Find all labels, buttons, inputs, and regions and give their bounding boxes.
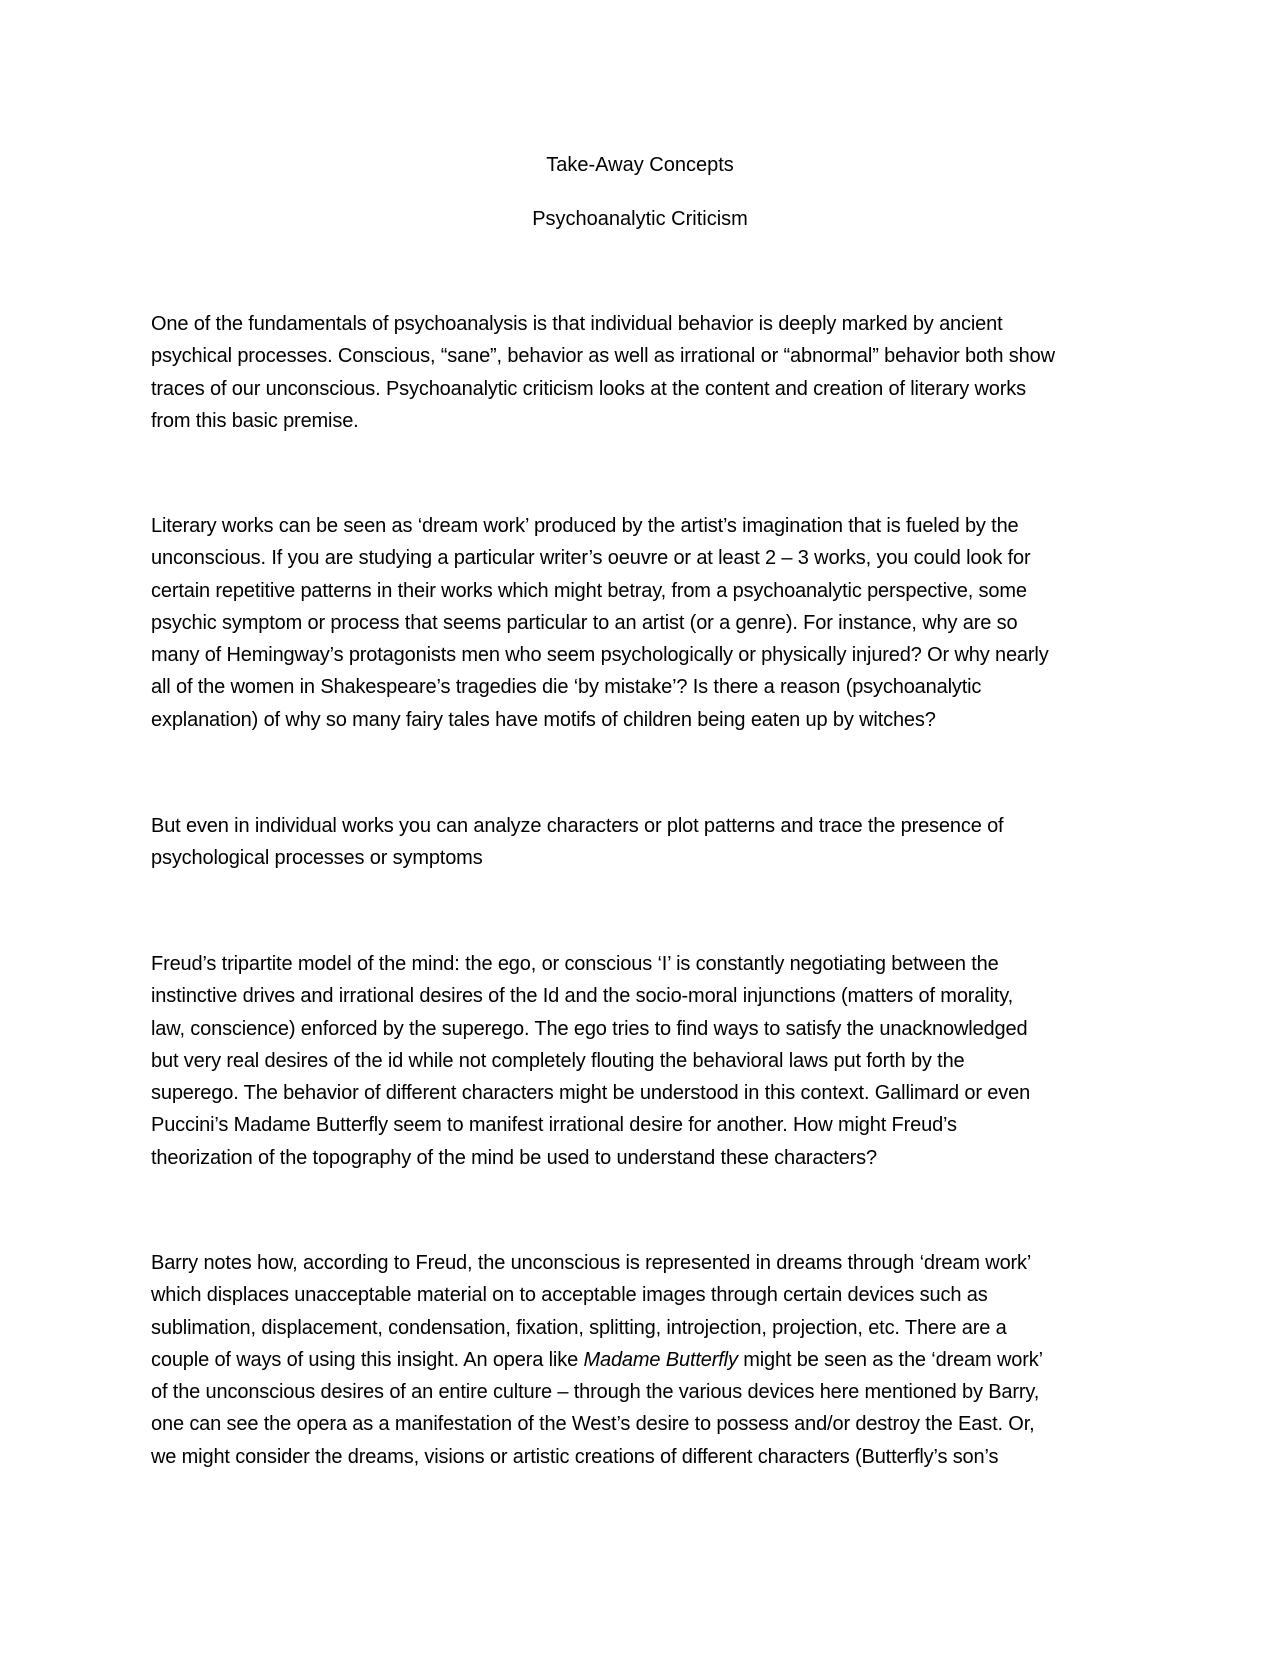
text-line: explanation) of why so many fairy tales have motifs of children being eaten up by witches? bbox=[151, 708, 936, 731]
italic-title: Madame Butterfly bbox=[583, 1348, 738, 1371]
text-line: psychic symptom or process that seems particular to an artist (or a genre). For instance, why are so bbox=[151, 611, 1018, 634]
paragraph-barry-dream-work bbox=[151, 1247, 1141, 1473]
text-line: theorization of the topography of the mind be used to understand these characters? bbox=[151, 1146, 877, 1169]
text-line: of the unconscious desires of an entire culture – through the various devices here mentioned by Barry, bbox=[151, 1381, 1040, 1404]
text-line: superego. The behavior of different characters might be understood in this context. Gallimard or even bbox=[151, 1082, 1031, 1105]
paragraph-tripartite-model bbox=[151, 948, 1141, 1174]
text-segment: might be seen as the ‘dream work’ bbox=[737, 1348, 1043, 1371]
text-line: Freud’s tripartite model of the mind: the ego, or conscious ‘I’ is constantly negotiating between the bbox=[151, 953, 999, 975]
text-line: Literary works can be seen as ‘dream work’ produced by the artist’s imagination that is fueled by the bbox=[151, 515, 1019, 537]
text-line: one can see the opera as a manifestation of the West’s desire to possess and/or destroy the East. Or, bbox=[151, 1413, 1035, 1436]
text-line: but very real desires of the id while not completely flouting the behavioral laws put forth by the bbox=[151, 1049, 965, 1072]
paragraph-individual-works bbox=[151, 810, 1141, 875]
text-line: which displaces unacceptable material on to acceptable images through certain devices such as bbox=[151, 1284, 988, 1307]
text-line: from this basic premise. bbox=[151, 409, 359, 432]
text-line bbox=[151, 1344, 1141, 1376]
text-line: many of Hemingway’s protagonists men who seem psychologically or physically injured? Or why nearly bbox=[151, 644, 1049, 667]
document-subtitle: Psychoanalytic Criticism bbox=[532, 208, 748, 230]
text-line: sublimation, displacement, condensation, fixation, splitting, introjection, projection, etc. There are a bbox=[151, 1316, 1007, 1339]
text-line: psychical processes. Conscious, “sane”, behavior as well as irrational or “abnormal” behavior both show bbox=[151, 345, 1055, 368]
text-line: instinctive drives and irrational desires of the Id and the socio-moral injunctions (matters of morality, bbox=[151, 985, 1014, 1008]
text-line: One of the fundamentals of psychoanalysis is that individual behavior is deeply marked by ancient bbox=[151, 313, 1003, 335]
document-title: Take-Away Concepts bbox=[546, 154, 734, 176]
text-line: certain repetitive patterns in their works which might betray, from a psychoanalytic perspective, some bbox=[151, 579, 1027, 602]
text-segment: couple of ways of using this insight. An opera like bbox=[151, 1348, 584, 1371]
text-line: psychological processes or symptoms bbox=[151, 847, 483, 870]
paragraph-fundamentals bbox=[151, 308, 1141, 437]
text-line: unconscious. If you are studying a particular writer’s oeuvre or at least 2 – 3 works, you could look for bbox=[151, 547, 1031, 570]
text-line: Barry notes how, according to Freud, the unconscious is represented in dreams through ‘dream work’ bbox=[151, 1252, 1032, 1274]
text-line: law, conscience) enforced by the superego. The ego tries to find ways to satisfy the unacknowledged bbox=[151, 1017, 1028, 1040]
text-line: all of the women in Shakespeare’s tragedies die ‘by mistake’? Is there a reason (psychoanalytic bbox=[151, 676, 982, 699]
text-line: Puccini’s Madame Butterfly seem to manifest irrational desire for another. How might Freud’s bbox=[151, 1114, 957, 1137]
text-line: traces of our unconscious. Psychoanalytic criticism looks at the content and creation of literary works bbox=[151, 377, 1026, 400]
paragraph-dream-work bbox=[151, 510, 1141, 736]
text-line: we might consider the dreams, visions or artistic creations of different characters (Butterfly’s son’s bbox=[151, 1445, 999, 1468]
text-line: But even in individual works you can analyze characters or plot patterns and trace the presence of bbox=[151, 815, 1004, 837]
